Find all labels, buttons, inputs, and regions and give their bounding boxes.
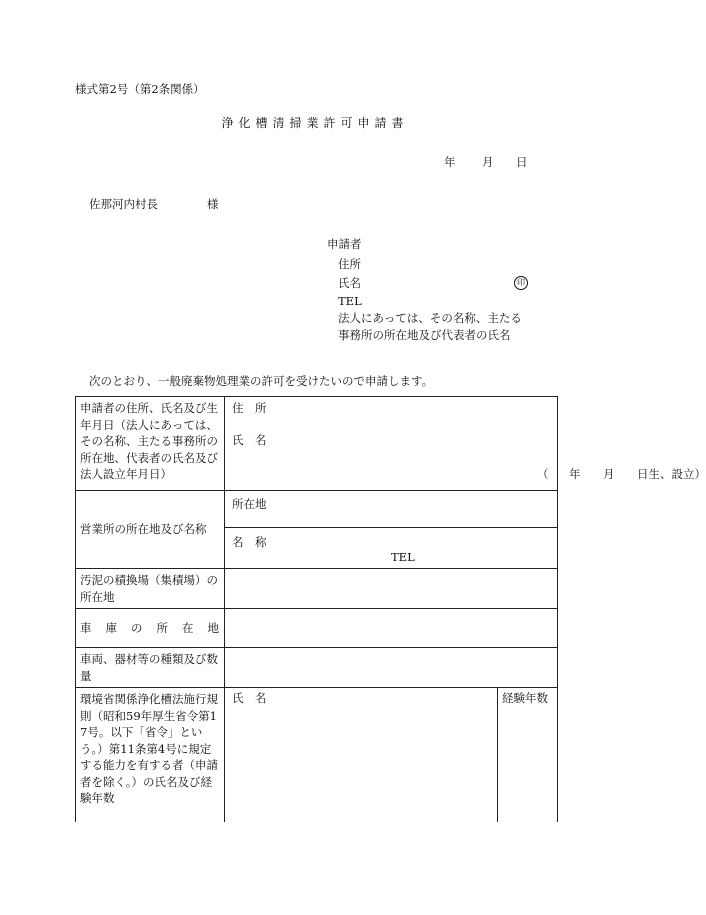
vehicles-input-cell[interactable] <box>225 648 558 688</box>
row1-name-label: 氏 名 <box>232 433 267 447</box>
intro-text: 次のとおり、一般廃棄物処理業の許可を受けたいので申請します。 <box>89 374 434 388</box>
applicant-heading: 申請者 <box>327 237 362 251</box>
table-row-office <box>76 491 558 528</box>
office-label-cell <box>76 491 225 569</box>
table-row-vehicles <box>76 648 558 688</box>
applicant-address-label: 住所 <box>338 257 361 271</box>
date-day-label: 日 <box>516 155 528 169</box>
qualified-label-cell <box>76 688 225 823</box>
table-row-sludge-site <box>76 569 558 609</box>
applicant-info-label-cell <box>76 397 225 491</box>
applicant-info-input-cell[interactable] <box>225 397 706 491</box>
applicant-info-label: 申請者の住所、氏名及び生年月日（法人にあっては、その名称、主たる事務所の所在地、代表者の氏名及び法人設立年月日） <box>80 401 218 481</box>
qualified-label: 環境省関係浄化槽法施行規則（昭和59年厚生省令第17号。以下「省令」という。）第11条第4号に規定する能力を有する者（申請者を除く。）の氏名及び経験年数 <box>80 692 218 805</box>
applicant-note-line1: 法人にあっては、その名称、主たる <box>338 311 522 325</box>
row1-year-label: 年 <box>569 467 581 481</box>
table-row-garage <box>76 609 558 648</box>
page-title: 浄化槽清掃業許可申請書 <box>221 116 409 130</box>
applicant-tel-label: TEL <box>338 294 362 308</box>
office-label: 営業所の所在地及び名称 <box>80 522 207 537</box>
applicant-name-label: 氏名 <box>338 276 361 290</box>
row1-paren-open: （ <box>537 467 549 481</box>
qualified-name-cell[interactable] <box>225 688 498 823</box>
table-row-qualified-persons <box>76 688 558 823</box>
row1-address-label: 住 所 <box>232 401 267 415</box>
qualified-name-label: 氏 名 <box>232 691 267 705</box>
vehicles-label: 車両、器材等の種類及び数量 <box>80 652 218 683</box>
office-name-label: 名 称 <box>232 535 267 549</box>
row1-month-label: 月 <box>603 467 615 481</box>
seal-icon: 印 <box>514 276 528 290</box>
garage-label-cell <box>76 609 233 648</box>
office-name-cell[interactable] <box>225 528 558 569</box>
addressee-honorific: 様 <box>207 197 219 211</box>
qualified-years-label: 経験年数 <box>502 691 548 705</box>
form-number: 様式第2号（第2条関係） <box>75 82 205 96</box>
vehicles-label-cell <box>76 648 225 688</box>
qualified-years-cell[interactable] <box>498 688 558 823</box>
garage-label: 車庫の所在地 <box>80 620 233 635</box>
sludge-site-label: 汚泥の積換場（集積場）の所在地 <box>80 573 218 604</box>
row1-birth-label: 日生、設立） <box>637 467 706 481</box>
table-row-applicant <box>76 397 558 491</box>
applicant-note-line2: 事務所の所在地及び代表者の氏名 <box>338 328 511 342</box>
addressee-name: 佐那河内村長 <box>89 197 158 211</box>
office-location-cell[interactable] <box>225 491 558 528</box>
office-tel-label: TEL <box>391 550 415 564</box>
sludge-site-label-cell <box>76 569 225 609</box>
office-location-label: 所在地 <box>232 497 267 511</box>
application-table <box>75 396 706 822</box>
garage-input-cell[interactable] <box>225 609 558 648</box>
sludge-site-input-cell[interactable] <box>225 569 558 609</box>
date-year-label: 年 <box>444 155 456 169</box>
date-month-label: 月 <box>482 155 494 169</box>
